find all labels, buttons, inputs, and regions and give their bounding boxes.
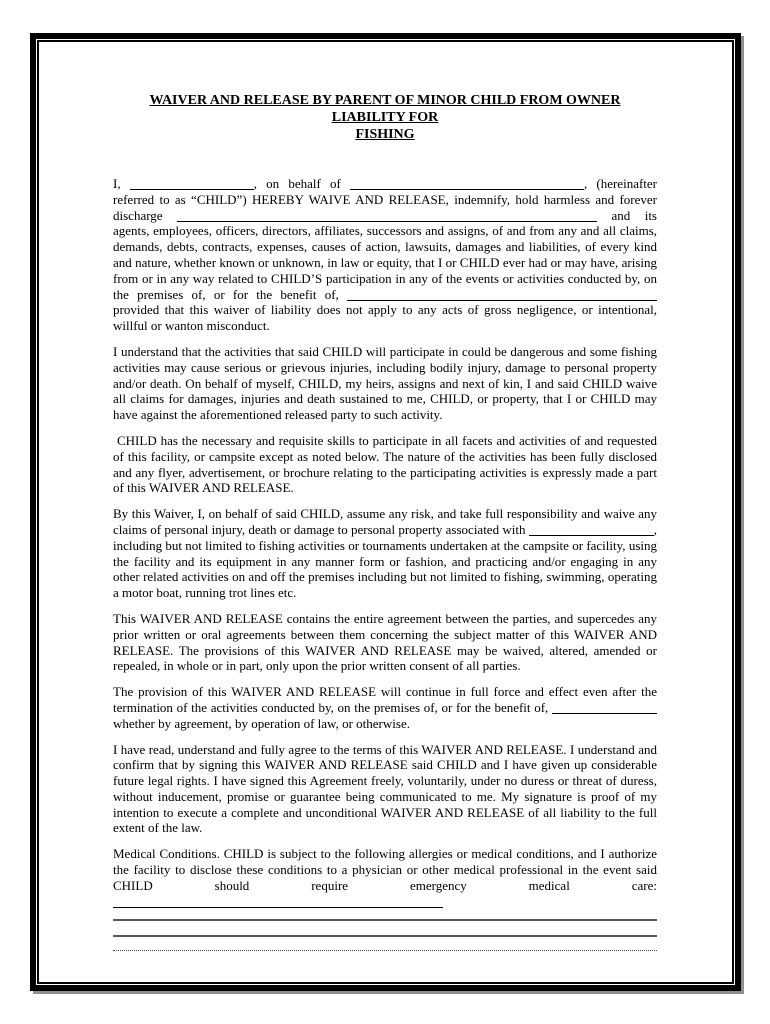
title-line-1: WAIVER AND RELEASE BY PARENT OF MINOR CHILD FROM OWNER LIABILITY FOR xyxy=(149,93,621,125)
termination-party-blank[interactable] xyxy=(552,712,657,714)
writing-lines-section xyxy=(113,919,657,951)
document-body xyxy=(113,176,657,909)
parent-name-blank[interactable] xyxy=(130,188,254,190)
paragraph-text: CHILD has the necessary and requisite skills to participate in all facets and activities of and requested of this facility, or campsite except as noted below. The nature of the activities has been fully disclosed and any flyer, advertisement, or brochure relating to the participating activities is expressly made a part of this WAIVER AND RELEASE. xyxy=(113,432,657,496)
document-title xyxy=(113,92,657,143)
paragraph-text: Medical Conditions. CHILD is subject to the following allergies or medical conditions, and I authorize the facility to disclose these conditions to a physician or other medical professional in the event said CHILD should require emergency medical care: xyxy=(113,846,657,893)
assumption-of-risk-paragraph xyxy=(113,506,657,601)
acknowledgment-paragraph xyxy=(113,742,657,837)
released-party-blank[interactable] xyxy=(177,220,597,222)
benefit-party-blank[interactable] xyxy=(347,299,657,301)
medical-conditions-writing-line-3[interactable] xyxy=(113,950,657,951)
document-border-frame xyxy=(30,33,741,991)
title-line-2: FISHING xyxy=(355,127,415,142)
medical-conditions-writing-line-2[interactable] xyxy=(113,935,657,937)
opening-release-paragraph xyxy=(113,176,657,334)
paragraph-text: This WAIVER AND RELEASE contains the entire agreement between the parties, and supercedes any prior written or oral agreements between them concerning the subject matter of this WAIVER AND RELEASE. The provisions of this WAIVER AND RELEASE may be waived, altered, amended or repealed, in whole or in part, only upon the prior written consent of all parties. xyxy=(113,610,657,674)
medical-conditions-paragraph xyxy=(113,846,657,909)
paragraph-text: whether by agreement, by operation of law, or otherwise. xyxy=(113,715,410,731)
paragraph-text: and its agents, employees, officers, directors, affiliates, successors and assigns, of and from any and all claims, demands, debts, contracts, expenses, causes of action, lawsuits, damages and liabilities, of every kind and nature, whether known or unknown, in law or equity, that I or CHILD ever had or may have, arising from or in any way related to CHILD’S participation in any of the events or activities conducted by, on the premises of, or for the benefit of, xyxy=(113,207,657,302)
medical-conditions-writing-line-1[interactable] xyxy=(113,919,657,921)
paragraph-text: , (hereinafter referred to as “CHILD”) HEREBY WAIVE AND RELEASE, indemnify, hold harmless and forever discharge xyxy=(113,176,658,223)
skills-paragraph xyxy=(113,433,657,496)
medical-conditions-blank[interactable] xyxy=(113,906,443,908)
paragraph-text: By this Waiver, I, on behalf of said CHILD, assume any risk, and take full responsibility and waive any claims of personal injury, death or damage to personal property associated with xyxy=(113,506,657,537)
paragraph-text: , including but not limited to fishing activities or tournaments undertaken at the campsite or facility, using the facility and its equipment in any manner form or fashion, and practicing and/or engaging in any other related activities on and off the premises including but not limited to fishing, swimming, operating a motor boat, running trot lines etc. xyxy=(113,521,657,601)
paragraph-text: I, xyxy=(113,176,130,191)
entire-agreement-paragraph xyxy=(113,611,657,674)
document-border-inner-line xyxy=(37,40,734,984)
paragraph-text: provided that this waiver of liability does not apply to any acts of gross negligence, or intentional, willful or wanton misconduct. xyxy=(113,302,657,334)
associated-activity-blank[interactable] xyxy=(529,534,654,536)
paragraph-text: I understand that the activities that said CHILD will participate in could be dangerous and some fishing activities may cause serious or grievous injuries, including bodily injury, damage to personal property and/or death. On behalf of myself, CHILD, my heirs, assigns and next of kin, I and said CHILD waive all claims for damages, injuries and death sustained to me, CHILD, or property, that I or CHILD may have against the aforementioned released party to such activity. xyxy=(113,343,657,423)
paragraph-text: The provision of this WAIVER AND RELEASE will continue in full force and effect even after the termination of the activities conducted by, on the premises of, or for the benefit of, xyxy=(113,684,657,715)
continuation-paragraph xyxy=(113,684,657,731)
paragraph-text: I have read, understand and fully agree to the terms of this WAIVER AND RELEASE. I understand and confirm that by signing this WAIVER AND RELEASE said CHILD and I have given up considerable future legal rights. I have signed this Agreement freely, voluntarily, under no duress or threat of duress, without inducement, promise or guarantee being communicated to me. My signature is proof of my intention to execute a complete and unconditional WAIVER AND RELEASE of all liability to the full extent of the law. xyxy=(113,741,657,836)
dangerous-activities-paragraph xyxy=(113,344,657,423)
paragraph-text: , on behalf of xyxy=(253,176,350,191)
document-page xyxy=(39,42,732,982)
child-name-blank[interactable] xyxy=(350,188,584,190)
